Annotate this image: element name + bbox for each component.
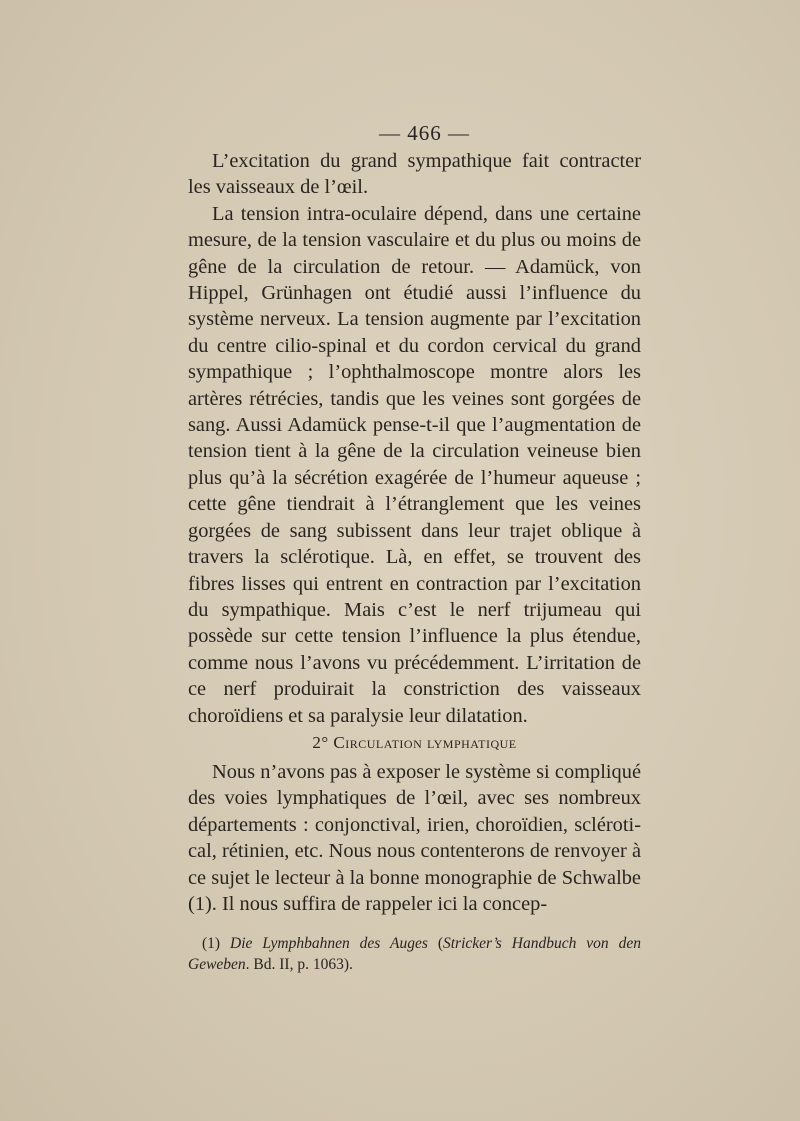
book-page xyxy=(188,118,641,975)
paragraph-2: La tension intra-oculaire dépend, dans une certaine mesure, de la tension vasculaire et du plus ou moins de gêne de la circulation de retour. — Adamück, von Hippel, Grünhagen ont étudié aussi l’influence du système nerveux. La tension augmente par l’excitation du centre cilio-spinal et du cordon cervical du grand sympathique ; l’ophthalmoscope montre alors les artères rétrécies, tandis que les veines sont gorgées de sang. Aussi Adamück pense-t-il que l’augmentation de tension tient à la gêne de la circulation veineuse bien plus qu’à la sécrétion exagérée de l’humeur aqueuse ; cette gêne tiendrait à l’étranglement que les veines gorgées de sang subissent dans leur trajet oblique à travers la sclérotique. Là, en effet, se trouvent des fibres lisses qui entrent en contraction par l’excitation du sympathique. Mais c’est le nerf trijumeau qui possède sur cette tension l’influence la plus étendue, comme nous l’avons vu précédemment. L’irritation de ce nerf produirait la constriction des vaisseaux choroïdiens et sa paralysie leur dilatation. xyxy=(188,202,641,727)
footnote-marker: (1) xyxy=(202,935,221,953)
section-title: Circulation lymphatique xyxy=(333,732,517,752)
page-number: — 466 — xyxy=(379,121,470,145)
paragraph-1: L’excitation du grand sympathique fait contracter les vaisseaux de l’œil. xyxy=(188,150,641,199)
footnote-ref: . Bd. II, p. 1063). xyxy=(245,956,353,974)
footnote-title: Die Lymphbahnen des Auges xyxy=(230,935,428,953)
section-text xyxy=(188,759,641,917)
section-number: 2° xyxy=(312,732,329,752)
paragraph-3: Nous n’avons pas à exposer le système si compliqué des voies lymphatiques de l’œil, avec ses nombreux départements : conjonctival, irien, choroïdien, scléroti-cal, rétinien, etc. Nous nous contenterons de renvoyer à ce sujet le lecteur à la bonne monographie de Schwalbe (1). Il nous suffira de rappeler ici la concep- xyxy=(188,760,641,915)
footnote xyxy=(188,933,641,975)
section-heading xyxy=(188,731,641,759)
main-text xyxy=(188,148,641,729)
footnote-source: Stricker’s Handbuch von den Geweben xyxy=(188,935,642,974)
footnote-paren: ( xyxy=(437,935,443,953)
